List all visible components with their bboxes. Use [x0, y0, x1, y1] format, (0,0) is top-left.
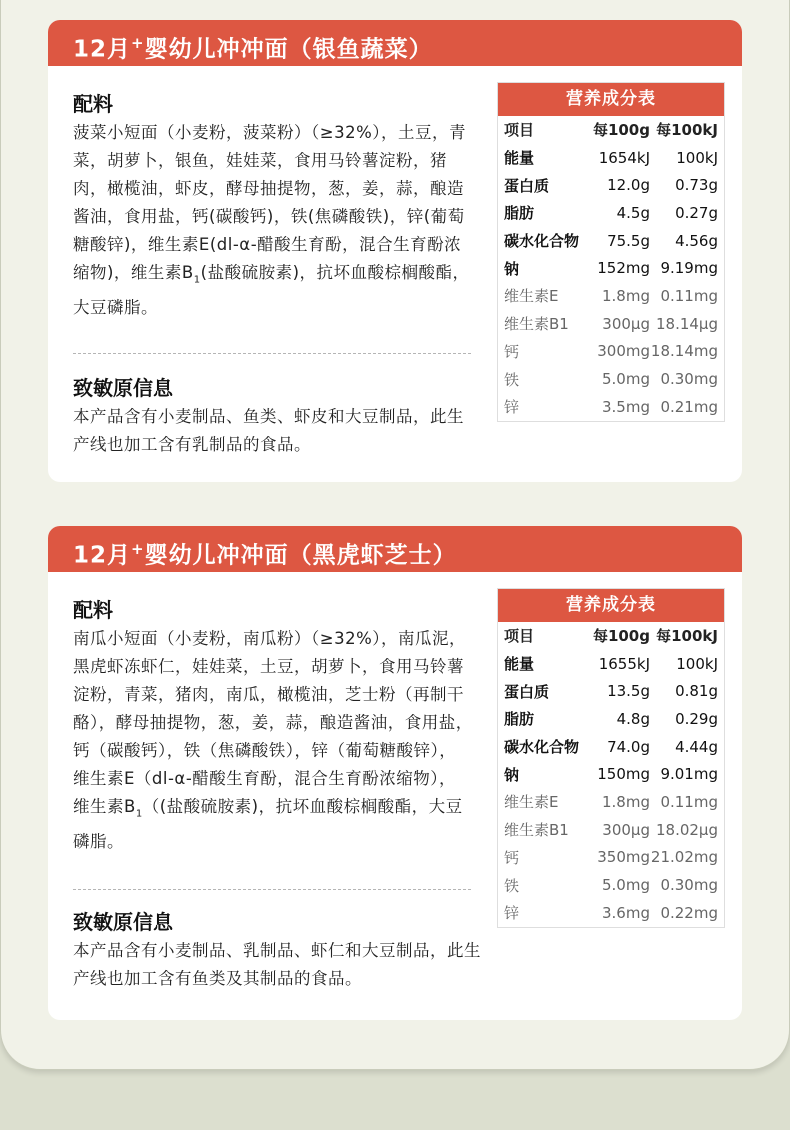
nutrition-row — [498, 844, 724, 872]
product-title — [48, 526, 742, 572]
nutrition-row — [498, 365, 724, 393]
header-per100g: 每100g — [592, 121, 650, 140]
nutrition-rows — [498, 650, 724, 927]
nutrition-row — [498, 282, 724, 310]
title-age: 12月 — [73, 36, 132, 63]
allergen-text: 本产品含有小麦制品、鱼类、虾皮和大豆制品，此生产线也加工含有乳制品的食品。 — [73, 407, 464, 454]
ingredients-subscript: 1 — [193, 274, 201, 286]
nutrient-name: 钙 — [504, 342, 520, 361]
value-per100kj: 0.29g — [675, 709, 718, 728]
nutrient-name: 铁 — [504, 370, 520, 389]
value-per100g: 3.6mg — [602, 903, 650, 922]
value-per100kj: 18.02μg — [655, 820, 718, 839]
nutrient-name: 铁 — [504, 876, 520, 895]
value-per100g: 300mg — [597, 342, 650, 361]
nutrition-row — [498, 760, 724, 788]
value-per100kj: 0.11mg — [660, 286, 718, 305]
ingredients-subscript: 1 — [135, 808, 143, 820]
nutrition-row — [498, 705, 724, 733]
nutrition-row — [498, 171, 724, 199]
value-per100g: 4.5g — [616, 203, 650, 222]
section-divider — [73, 889, 471, 890]
nutrient-name: 蛋白质 — [504, 682, 550, 701]
nutrition-row — [498, 254, 724, 282]
ingredients-title: 配料 — [73, 92, 113, 116]
nutrition-rows — [498, 144, 724, 421]
value-per100kj: 100kJ — [676, 148, 718, 167]
nutrient-name: 脂肪 — [504, 204, 535, 223]
ingredients-text-part2: （(盐酸硫胺素)，抗坏血酸棕榈酸酯，大豆磷脂。 — [73, 797, 463, 852]
value-per100kj: 18.14μg — [655, 314, 718, 333]
product-card-tiger-shrimp — [48, 526, 742, 1020]
value-per100kj: 0.21mg — [660, 397, 718, 416]
value-per100kj: 0.30mg — [660, 370, 718, 389]
allergen-text: 本产品含有小麦制品、乳制品、虾仁和大豆制品，此生产线也加工含有鱼类及其制品的食品。 — [73, 941, 481, 988]
nutrient-name: 锌 — [504, 904, 520, 923]
value-per100g: 3.5mg — [602, 397, 650, 416]
ingredients-text — [73, 625, 473, 856]
nutrition-row — [498, 677, 724, 705]
nutrition-row — [498, 650, 724, 678]
nutrition-header-row — [498, 116, 724, 144]
allergen-title: 致敏原信息 — [73, 910, 173, 934]
value-per100g: 1.8mg — [602, 792, 650, 811]
nutrition-row — [498, 227, 724, 255]
allergen-title: 致敏原信息 — [73, 376, 173, 400]
value-per100kj: 9.19mg — [660, 259, 718, 278]
ingredients-text-part1: 菠菜小短面（小麦粉，菠菜粉）（≥32%），土豆，青菜，胡萝卜，银鱼，娃娃菜，食用马铃薯淀粉，猪肉，橄榄油，虾皮，酵母抽提物，葱，姜，蒜，酿造酱油，食用盐，钙(碳酸钙)，铁(焦磷酸铁)，锌(葡萄糖酸锌)，维生素E(dl-α-醋酸生育酚，混合生育酚浓缩物)，维生素B — [73, 123, 466, 282]
nutrition-row — [498, 338, 724, 366]
value-per100g: 1.8mg — [602, 286, 650, 305]
value-per100g: 13.5g — [607, 682, 650, 701]
nutrition-header-row — [498, 622, 724, 650]
title-age: 12月 — [73, 542, 132, 569]
value-per100kj: 0.11mg — [660, 792, 718, 811]
nutrient-name: 维生素B1 — [504, 315, 569, 334]
nutrient-name: 维生素E — [504, 287, 559, 306]
nutrient-name: 碳水化合物 — [504, 232, 580, 251]
nutrient-name: 维生素E — [504, 793, 559, 812]
value-per100kj: 0.30mg — [660, 876, 718, 895]
value-per100kj: 0.81g — [675, 682, 718, 701]
ingredients-section — [73, 88, 473, 322]
nutrient-name: 蛋白质 — [504, 176, 550, 195]
header-per100g: 每100g — [592, 627, 650, 646]
product-title — [48, 20, 742, 66]
nutrition-table — [497, 588, 725, 928]
ingredients-title: 配料 — [73, 598, 113, 622]
ingredients-text — [73, 119, 473, 322]
value-per100kj: 0.22mg — [660, 903, 718, 922]
header-per100kj: 每100kJ — [656, 627, 718, 646]
nutrient-name: 能量 — [504, 149, 535, 168]
value-per100g: 350mg — [597, 848, 650, 867]
nutrition-table-title: 营养成分表 — [498, 589, 724, 622]
value-per100g: 74.0g — [607, 737, 650, 756]
ingredients-section — [73, 594, 473, 856]
nutrient-name: 维生素B1 — [504, 821, 569, 840]
nutrition-row — [498, 144, 724, 172]
product-card-silverfish — [48, 20, 742, 482]
value-per100g: 4.8g — [616, 709, 650, 728]
nutrient-name: 钙 — [504, 848, 520, 867]
value-per100g: 1654kJ — [598, 148, 650, 167]
value-per100g: 5.0mg — [602, 370, 650, 389]
allergen-section — [73, 372, 473, 459]
nutrient-name: 能量 — [504, 655, 535, 674]
value-per100g: 12.0g — [607, 176, 650, 195]
value-per100g: 5.0mg — [602, 876, 650, 895]
title-plus: + — [131, 34, 145, 52]
nutrition-row — [498, 733, 724, 761]
nutrition-row — [498, 816, 724, 844]
nutrient-name: 碳水化合物 — [504, 738, 580, 757]
value-per100kj: 0.27g — [675, 203, 718, 222]
nutrition-row — [498, 899, 724, 927]
allergen-section — [73, 906, 493, 993]
header-item: 项目 — [504, 121, 535, 140]
nutrition-row — [498, 393, 724, 421]
value-per100g: 75.5g — [607, 231, 650, 250]
nutrient-name: 脂肪 — [504, 710, 535, 729]
nutrition-row — [498, 871, 724, 899]
value-per100kj: 0.73g — [675, 176, 718, 195]
value-per100kj: 21.02mg — [650, 848, 718, 867]
nutrition-row — [498, 199, 724, 227]
value-per100g: 152mg — [597, 259, 650, 278]
value-per100kj: 9.01mg — [660, 765, 718, 784]
value-per100g: 300μg — [602, 314, 650, 333]
nutrient-name: 锌 — [504, 398, 520, 417]
value-per100kj: 4.56g — [675, 231, 718, 250]
nutrient-name: 钠 — [504, 259, 520, 278]
nutrition-table-title: 营养成分表 — [498, 83, 724, 116]
nutrient-name: 钠 — [504, 765, 520, 784]
value-per100kj: 100kJ — [676, 654, 718, 673]
title-name: 婴幼儿冲冲面（银鱼蔬菜） — [144, 36, 433, 63]
header-per100kj: 每100kJ — [656, 121, 718, 140]
value-per100kj: 18.14mg — [650, 342, 718, 361]
value-per100g: 1655kJ — [598, 654, 650, 673]
nutrition-row — [498, 788, 724, 816]
value-per100kj: 4.44g — [675, 737, 718, 756]
value-per100g: 150mg — [597, 765, 650, 784]
value-per100g: 300μg — [602, 820, 650, 839]
ingredients-text-part2: (盐酸硫胺素)，抗坏血酸棕榈酸酯，大豆磷脂。 — [73, 263, 470, 318]
header-item: 项目 — [504, 627, 535, 646]
nutrition-table — [497, 82, 725, 422]
section-divider — [73, 353, 471, 354]
title-plus: + — [131, 540, 145, 558]
nutrition-row — [498, 310, 724, 338]
ingredients-text-part1: 南瓜小短面（小麦粉，南瓜粉）（≥32%），南瓜泥，黑虎虾冻虾仁，娃娃菜，土豆，胡萝卜，食用马铃薯淀粉，青菜，猪肉，南瓜，橄榄油，芝士粉（再制干酪），酵母抽提物，葱，姜，蒜，酿造酱油，食用盐，钙（碳酸钙），铁（焦磷酸铁），锌（葡萄糖酸锌），维生素E（dl-α-醋酸生育酚，混合生育酚浓缩物），维生素B — [73, 629, 473, 816]
title-name: 婴幼儿冲冲面（黑虎虾芝士） — [144, 542, 457, 569]
